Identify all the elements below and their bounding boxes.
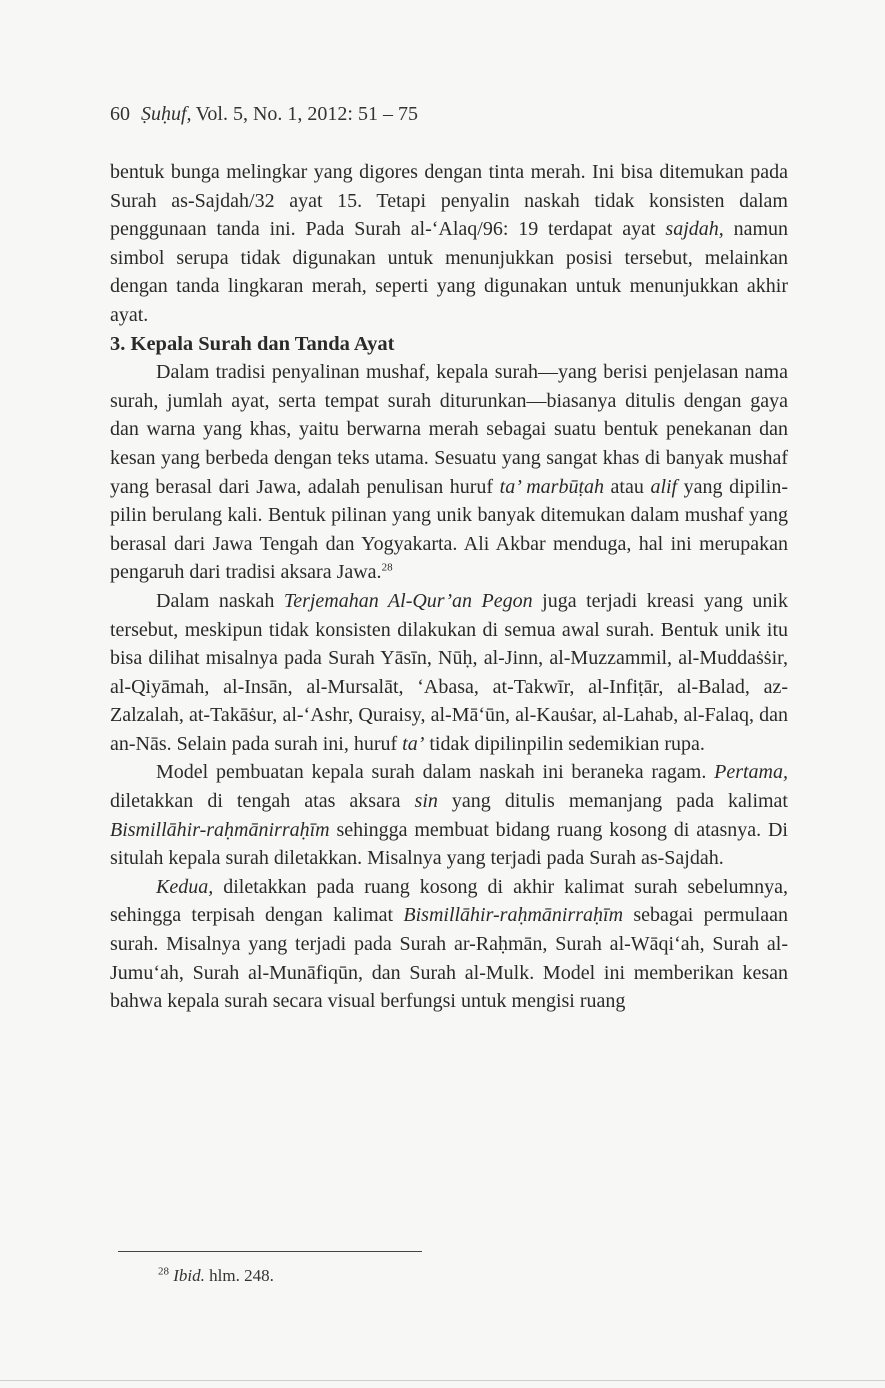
italic-term: sajdah,: [665, 218, 724, 241]
paragraph-5: [110, 873, 788, 1016]
text-run: namun simbol serupa tidak digunakan untuk menunjukkan posisi tersebut, melainkan dengan tanda lingkaran merah, seperti yang digunakan untuk menunjukkan akhir ayat.: [110, 218, 788, 326]
volume-info: Vol. 5, No. 1, 2012: 51 – 75: [195, 103, 418, 125]
text-run: Dalam tradisi penyalinan mushaf, kepala surah—yang berisi penjelasan nama surah, jumlah ayat, serta tempat surah diturunkan—biasanya ditulis dengan gaya dan warna yang khas, yaitu berwarna merah sebagai suatu bentuk penekanan dan kesan yang berbeda dengan teks utama. Sesuatu yang sangat khas di banyak mushaf yang berasal dari Jawa, adalah penulisan huruf: [110, 361, 788, 498]
text-run: bentuk bunga melingkar yang digores dengan tinta merah. Ini bisa ditemukan pada Surah as-Sajdah/32 ayat 15. Tetapi penyalin naskah tidak konsisten dalam penggunaan tanda ini. Pada Surah al-‘Alaq/96: 19 terdapat ayat: [110, 161, 788, 241]
text-run: tidak dipilinpilin sedemikian rupa.: [424, 732, 705, 755]
text-run: Dalam naskah: [156, 589, 284, 612]
page-number: 60: [110, 103, 130, 125]
page-edge: [0, 1380, 885, 1381]
body-text: [110, 158, 788, 1016]
paragraph-2: [110, 358, 788, 587]
text-run: yang dipilin-pilin berulang kali. Bentuk pilinan yang unik banyak ditemukan dalam mushaf yang berasal dari Jawa Tengah dan Yogyakarta. Ali Akbar menduga, hal ini merupakan pengaruh dari tradisi aksara Jawa.: [110, 475, 788, 584]
paragraph-4: [110, 758, 788, 872]
text-run: diletakkan pada ruang kosong di akhir kalimat surah sebelumnya, sehingga terpisah dengan kalimat: [110, 875, 788, 927]
italic-term: Pertama,: [714, 761, 788, 784]
text-run: juga terjadi kreasi yang unik tersebut, meskipun tidak konsisten dilakukan di semua awal surah. Bentuk unik itu bisa dilihat misalnya pada Surah Yāsīn, Nūḥ, al-Jinn, al-Muzzammil, al-Muddaṡṡir, al-Qiyāmah, al-Insān, al-Mursalāt, ‘Abasa, at-Takwīr, al-Infiṭār, al-Balad, az-Zalzalah, at-Takāṡur, al-‘Ashr, Quraisy, al-Mā‘ūn, al-Kauṡar, al-Lahab, al-Falaq, dan an-Nās. Selain pada surah ini, huruf: [110, 589, 788, 755]
text-run: diletakkan di tengah atas aksara: [110, 790, 415, 813]
paragraph-1: [110, 158, 788, 330]
italic-term: Kedua,: [156, 875, 214, 898]
footnote: [158, 1266, 274, 1286]
text-run: sehingga membuat bidang ruang kosong di atasnya. Di situlah kepala surah diletakkan. Misalnya yang terjadi pada Surah as-Sajdah.: [110, 818, 788, 870]
italic-term: sin: [414, 790, 438, 813]
footnote-divider: [118, 1251, 422, 1252]
journal-name: Ṣuḥuf,: [141, 103, 192, 125]
footnote-text: hlm. 248.: [204, 1266, 274, 1285]
footnote-number: 28: [158, 1265, 169, 1278]
running-header: [110, 103, 418, 126]
text-run: sebagai permulaan surah. Misalnya yang terjadi pada Surah ar-Raḥmān, Surah al-Wāqi‘ah, Surah al-Jumu‘ah, Surah al-Munāfiqūn, dan Surah al-Mulk. Model ini memberikan kesan bahwa kepala surah secara visual berfungsi untuk mengisi ruang: [110, 904, 789, 1013]
paragraph-3: [110, 587, 788, 759]
text-run: yang ditulis memanjang pada kalimat: [437, 790, 788, 813]
section-heading: 3. Kepala Surah dan Tanda Ayat: [110, 332, 395, 355]
italic-term: Bismillāhir-raḥmānirraḥīm: [110, 818, 330, 841]
italic-term: alif: [650, 475, 678, 498]
italic-term: ta’: [402, 732, 425, 755]
footnote-ibid: Ibid.: [173, 1266, 205, 1285]
text-run: Model pembuatan kepala surah dalam naskah ini beraneka ragam.: [156, 761, 715, 784]
italic-term: ta’ marbūṭah: [499, 475, 604, 498]
italic-term: Bismillāhir-raḥmānirraḥīm: [403, 904, 624, 927]
footnote-ref[interactable]: 28: [381, 561, 393, 574]
text-run: atau: [604, 475, 651, 498]
italic-term: Terjemahan Al-Qur’an Pegon: [283, 589, 533, 612]
